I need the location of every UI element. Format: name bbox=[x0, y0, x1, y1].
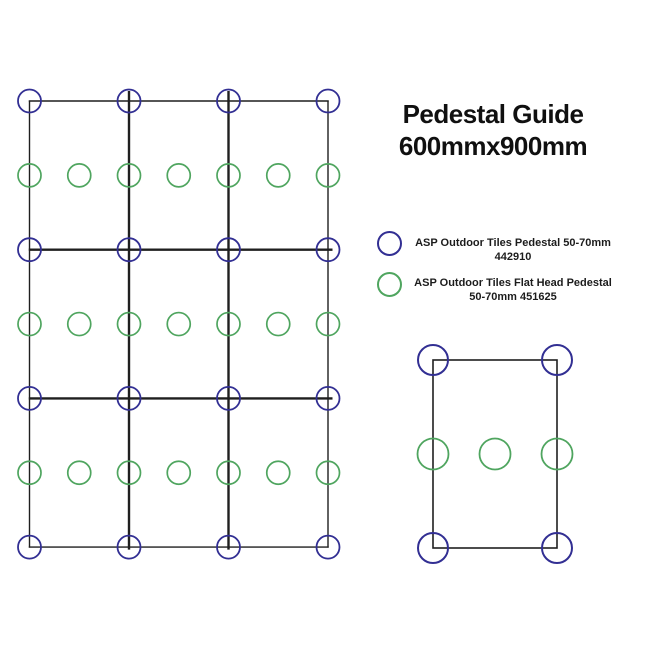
flat-head-circle bbox=[68, 461, 91, 484]
flat-head-circle bbox=[267, 461, 290, 484]
flat-head-circle bbox=[167, 164, 190, 187]
flat-head-circle bbox=[267, 313, 290, 336]
flat-head-circle bbox=[267, 164, 290, 187]
flat-head-circle bbox=[480, 439, 511, 470]
flat-head-circle bbox=[68, 164, 91, 187]
page-title-line1: Pedestal Guide bbox=[402, 99, 584, 129]
single-tile-outline bbox=[433, 360, 557, 548]
flat-head-circle bbox=[68, 313, 91, 336]
page-title-line2: 600mmx900mm bbox=[398, 131, 588, 161]
page-title bbox=[353, 98, 633, 162]
pedestal-legend-label-line1: ASP Outdoor Tiles Pedestal 50-70mm bbox=[415, 237, 611, 249]
flat-head-legend-label-line1: ASP Outdoor Tiles Flat Head Pedestal bbox=[414, 277, 612, 289]
flat-head-circle bbox=[167, 461, 190, 484]
flat-head-circle bbox=[167, 313, 190, 336]
flat-head-legend-label-line2: 50-70mm 451625 bbox=[469, 290, 557, 303]
pedestal-legend-label-line2: 442910 bbox=[494, 250, 532, 263]
